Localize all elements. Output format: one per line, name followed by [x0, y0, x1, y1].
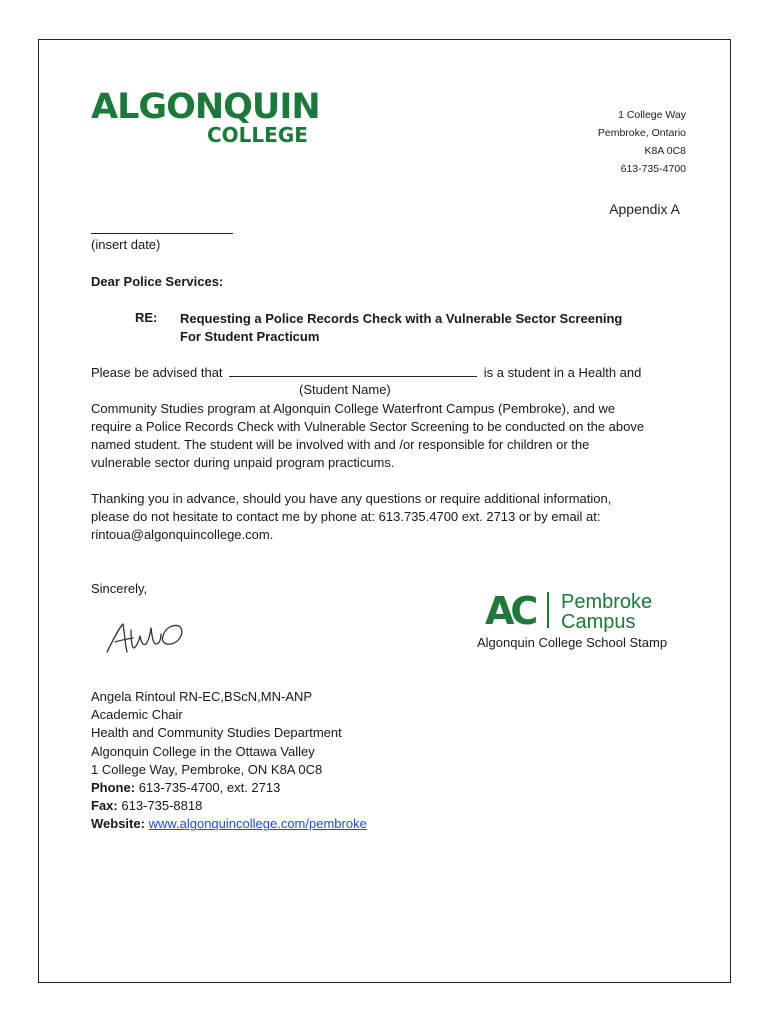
paragraph-2 — [91, 490, 691, 544]
paragraph-line: named student. The student will be involved with and /or responsible for children or the — [91, 437, 590, 452]
pembroke-campus-stamp — [485, 588, 670, 637]
paragraph-line: please do not hesitate to contact me by phone at: 613.735.4700 ext. 2713 or by email at: — [91, 509, 601, 524]
letter-page — [38, 39, 731, 983]
appendix-label: Appendix A — [609, 201, 680, 217]
signatory-institution: Algonquin College in the Ottawa Valley — [91, 743, 315, 759]
signatory-title: Academic Chair — [91, 707, 183, 723]
website-label: Website: — [91, 816, 145, 832]
phone-value: 613-735-4700, ext. 2713 — [138, 780, 281, 796]
fax-label: Fax: — [91, 798, 118, 814]
paragraph-1-continued — [91, 400, 691, 472]
p1-start-text: Please be advised that — [91, 365, 223, 380]
re-subject — [180, 310, 622, 346]
paragraph-line: require a Police Records Check with Vulnerable Sector Screening to be conducted on the above — [91, 419, 645, 434]
student-name-blank — [229, 364, 477, 377]
re-label: RE: — [135, 310, 158, 325]
re-subject-line: For Student Practicum — [180, 329, 320, 344]
salutation: Dear Police Services: — [91, 274, 224, 289]
college-logo-subtitle: COLLEGE — [207, 123, 308, 147]
p1-after-blank-text: is a student in a Health and — [483, 365, 642, 380]
fax-value: 613-735-8818 — [121, 798, 203, 814]
ac-monogram: AC — [485, 589, 535, 632]
website-line — [91, 815, 367, 833]
student-name-label: (Student Name) — [299, 382, 391, 397]
address-line: 613-735-4700 — [620, 163, 686, 175]
closing: Sincerely, — [91, 581, 148, 596]
signatory-address: 1 College Way, Pembroke, ON K8A 0C8 — [91, 761, 323, 777]
handwritten-signature — [101, 618, 191, 658]
campus-name-line2: Campus — [561, 611, 636, 632]
paragraph-line: vulnerable sector during unpaid program practicums. — [91, 455, 395, 470]
date-blank-line — [91, 233, 233, 234]
signatory-block — [91, 688, 367, 834]
paragraph-line: Thanking you in advance, should you have any questions or require additional information, — [91, 491, 612, 506]
paragraph-1-first-line — [91, 364, 641, 382]
address-line: K8A 0C8 — [644, 145, 686, 157]
stamp-caption: Algonquin College School Stamp — [477, 635, 668, 650]
paragraph-line: rintoua@algonquincollege.com. — [91, 527, 274, 542]
phone-line — [91, 779, 367, 797]
date-placeholder: (insert date) — [91, 237, 161, 252]
signatory-department: Health and Community Studies Department — [91, 725, 342, 741]
address-line: 1 College Way — [618, 109, 686, 121]
college-logo-wordmark: ALGONQUIN — [91, 87, 320, 127]
address-line: Pembroke, Ontario — [597, 127, 686, 139]
phone-label: Phone: — [91, 780, 136, 796]
paragraph-line: Community Studies program at Algonquin College Waterfront Campus (Pembroke), and we — [91, 401, 616, 416]
fax-line — [91, 797, 367, 815]
website-link[interactable]: www.algonquincollege.com/pembroke — [148, 816, 367, 832]
ac-campus-logo — [485, 588, 670, 632]
re-subject-line: Requesting a Police Records Check with a Vulnerable Sector Screening — [180, 311, 623, 326]
letterhead-address — [598, 106, 686, 178]
logo-divider — [547, 592, 549, 628]
signatory-name: Angela Rintoul RN-EC,BScN,MN-ANP — [91, 689, 313, 704]
campus-name-line1: Pembroke — [561, 591, 653, 613]
